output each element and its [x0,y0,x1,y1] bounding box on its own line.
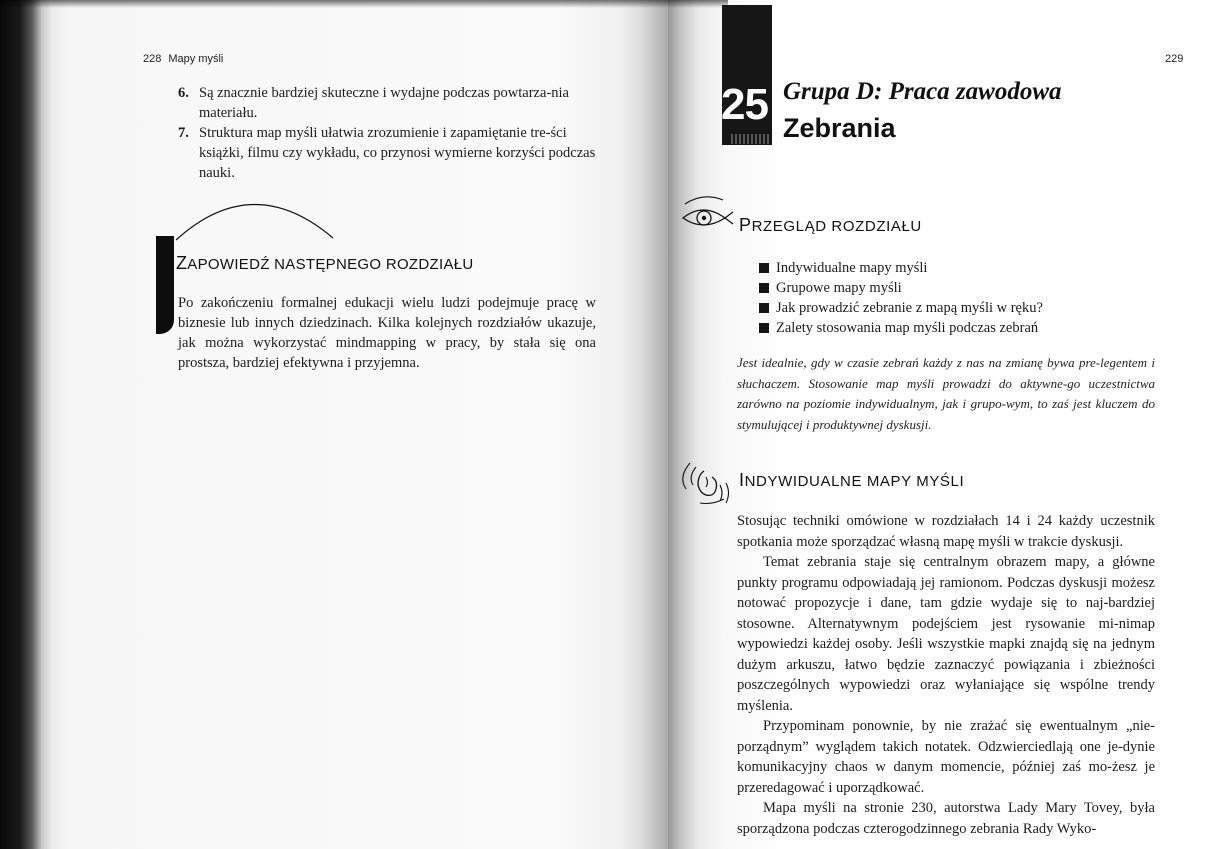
eye-icon [679,194,735,234]
overview-heading: PRZEGLĄD ROZDZIAŁU [739,215,922,235]
chapter-group-title: Grupa D: Praca zawodowa [783,78,1062,105]
left-running-head [143,53,223,65]
right-page-number: 229 [1165,53,1184,65]
item-number: 7. [178,125,189,141]
chapter-title: Zebrania [783,113,896,143]
list-item: Grupowe mapy myśli [759,278,1043,298]
section-heading: INDYWIDUALNE MAPY MYŚLI [739,470,965,490]
item-text: Struktura map myśli ułatwia zrozumienie i zapamiętanie tre-ści książki, filmu czy wykładu, co przynosi wymierne korzyści podczas nauki. [199,125,596,181]
head-listening-icon [676,455,736,513]
section-body [737,511,1155,839]
list-item: Indywidualne mapy myśli [759,258,1043,278]
list-item [178,83,598,123]
preview-side-bar [156,236,174,334]
top-shadow-left [0,0,668,8]
top-shadow-right [668,0,728,8]
running-head-title: Mapy myśli [168,53,224,65]
item-number: 6. [178,85,189,101]
chapter-box-pattern [731,134,771,144]
chapter-intro: Jest idealnie, gdy w czasie zebrań każdy z nas na zmianę bywa pre-legentem i słuchaczem. Stosowanie map myśli prowadzi do aktywne-go uczestnictwa zarówno na poziomie indywidualnym, jak i grupo-wym, to zaś jest kluczem do stymulującej i produktywnej dyskusji. [737,355,1155,432]
numbered-list [178,83,598,183]
list-item [178,123,598,183]
left-page-number: 228 [143,53,162,65]
paragraph: Stosując techniki omówione w rozdziałach 14 i 24 każdy uczestnik spotkania może sporządzać własną mapę myśli w trakcie dyskusji. [737,513,1155,550]
list-item: Jak prowadzić zebranie z mapą myśli w ręku? [759,298,1043,318]
preview-heading: ZAPOWIEDŹ NASTĘPNEGO ROZDZIAŁU [176,253,474,273]
paragraph: Mapa myśli na stronie 230, autorstwa Lady Mary Tovey, była sporządzona podczas czterogodzinnego zebrania Rady Wyko- [737,800,1155,837]
list-item: Zalety stosowania map myśli podczas zebrań [759,318,1043,338]
item-text: Są znacznie bardziej skuteczne i wydajne podczas powtarza-nia materiału. [199,85,569,121]
paragraph: Temat zebrania staje się centralnym obrazem mapy, a główne punkty programu odpowiadają jej ramionom. Podczas dyskusji możesz notować propozycje i dane, tam gdzie wydaje się to naj-bardziej stosowne. Alternatywnym podejściem jest rysowanie mi-nimap wypowiedzi każdej osoby. Jeśli wszystkie mapki znajdą się na jednym dużym arkuszu, łatwo będzie zaznaczyć powiązania i zbieżności poszczególnych wypowiedzi oraz wyłaniające się wspólne trendy myślenia. [737,554,1155,714]
paragraph: Przypominam ponownie, by nie zrażać się ewentualnym „nie-porządnym” wyglądem takich notatek. Odzwierciedlają one je-dynie komunikacyjny chaos w danym momencie, później zaś mo-żesz je przeredagować i uporządkować. [737,718,1155,796]
preview-paragraph: Po zakończeniu formalnej edukacji wielu ludzi podejmuje pracę w biznesie lub innych dziedzinach. Kilka kolejnych rozdziałów ukazuje, jak można wykorzystać mindmapping w pracy, by stała się ona prostsza, bardziej efektywna i przyjemna. [178,295,596,371]
overview-bullets [759,258,1043,338]
chapter-number: 25 [721,80,768,129]
